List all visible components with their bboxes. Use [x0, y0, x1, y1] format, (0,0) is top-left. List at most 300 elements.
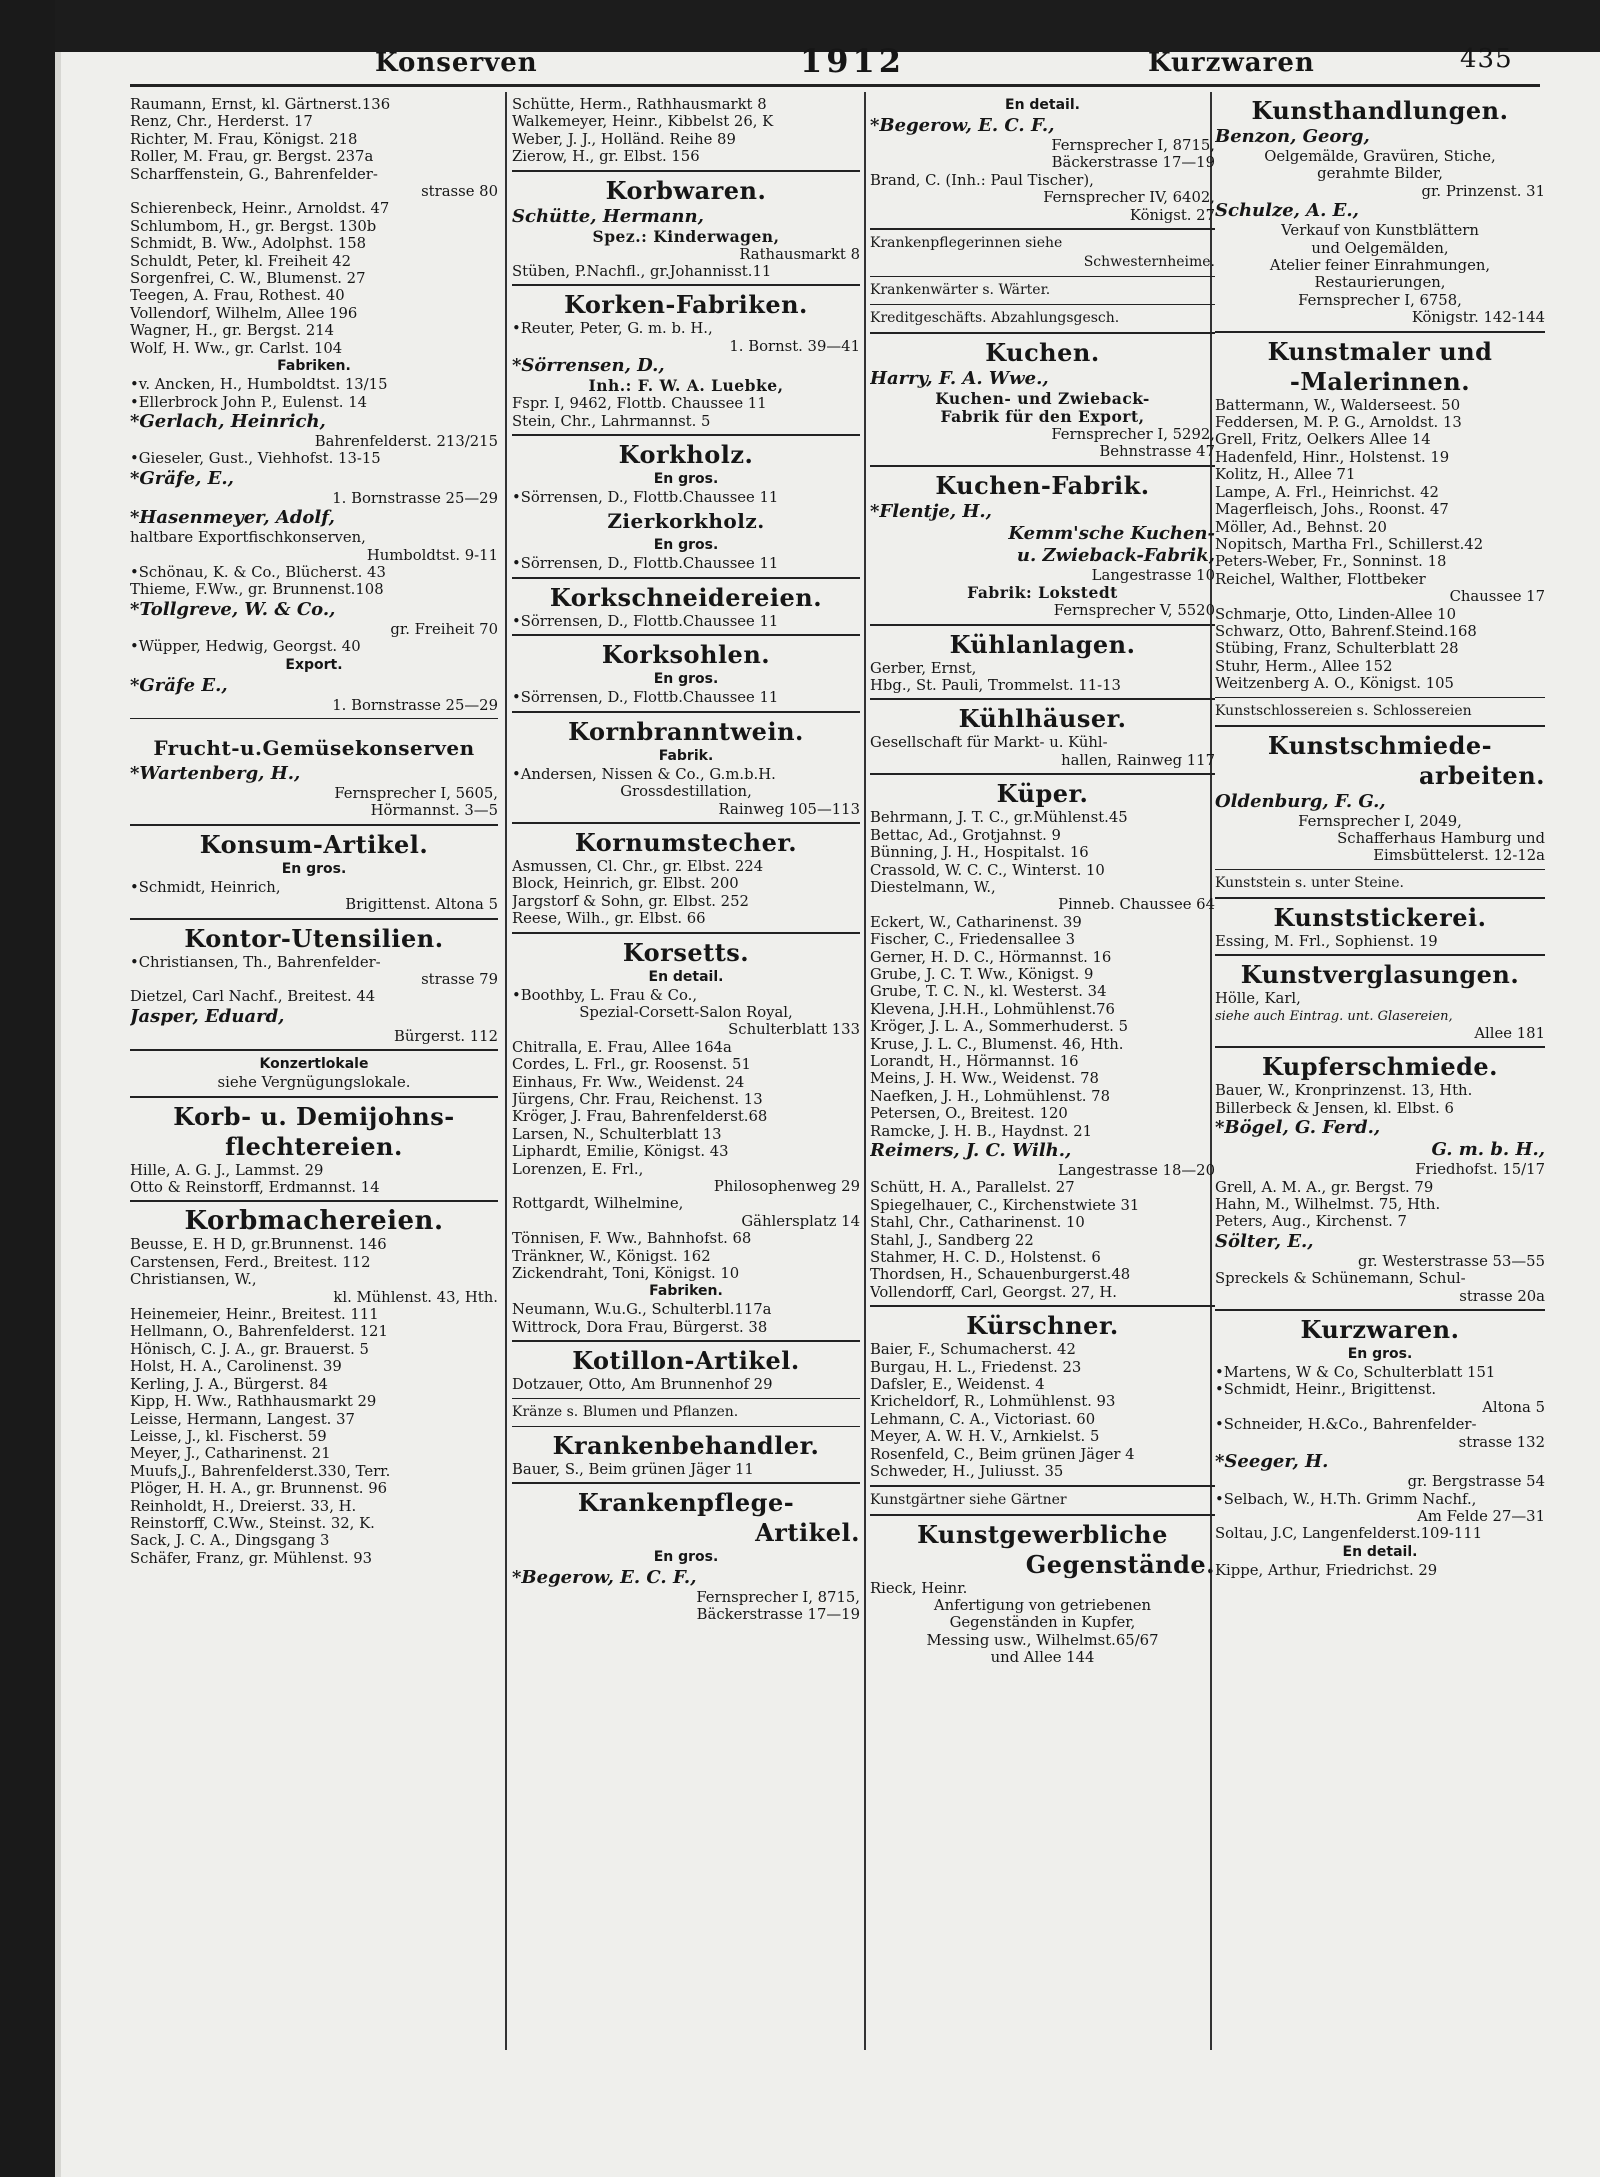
list-item: •Wüpper, Hedwig, Georgst. 40: [130, 638, 361, 656]
list-item: Schütte, Herm., Rathhausmarkt 8: [512, 96, 767, 113]
section-rule: [870, 304, 1215, 305]
section-rule: [130, 718, 498, 719]
list-item: siehe auch Eintrag. unt. Glasereien,: [1215, 1008, 1453, 1024]
cross-reference: Krankenpflegerinnen siehe: [870, 235, 1063, 252]
column-4: [1215, 96, 1545, 2036]
section-title: Gegenstände.: [1025, 1549, 1215, 1579]
list-item: Petersen, O., Breitest. 120: [870, 1105, 1068, 1123]
section-title: Korb- u. Demijohns-: [173, 1101, 455, 1131]
list-item: Tränkner, W., Königst. 162: [512, 1247, 711, 1265]
featured-name: *Begerow, E. C. F.,: [512, 1567, 697, 1589]
list-item: Kröger, J. L. A., Sommerhuderst. 5: [870, 1018, 1128, 1036]
featured-name: *Flentje, H.,: [870, 500, 992, 522]
list-item: Grossdestillation,: [620, 783, 752, 801]
korbmacher-list: [130, 1236, 498, 1567]
section-title: Frucht-u.Gemüsekonserven: [153, 735, 475, 760]
list-item: Plöger, H. H. A., gr. Brunnenst. 96: [130, 1480, 388, 1498]
spacer: [130, 723, 498, 733]
section-title: Kühlanlagen.: [949, 629, 1136, 659]
section-rule: [1215, 1309, 1545, 1311]
featured-owner: Inh.: F. W. A. Luebke,: [588, 376, 784, 396]
list-item: Walkemeyer, Heinr., Kibbelst 26, K: [512, 113, 774, 131]
section-title: Küper.: [996, 779, 1089, 809]
featured-name: *Gerlach, Heinrich,: [130, 410, 326, 432]
list-item: Stein, Chr., Lahrmannst. 5: [512, 412, 711, 430]
column-divider: [505, 92, 507, 2050]
list-item: Hörmannst. 3—5: [370, 802, 498, 820]
list-item: Oelgemälde, Gravüren, Stiche,: [1264, 148, 1496, 165]
list-item: Roller, M. Frau, gr. Bergst. 237a: [130, 148, 374, 166]
list-item: Gerner, H. D. C., Hörmannst. 16: [870, 948, 1112, 966]
list-item: Thordsen, H., Schauenburgerst.48: [870, 1266, 1131, 1284]
list-item: Brand, C. (Inh.: Paul Tischer),: [870, 171, 1094, 189]
cross-reference: Kunstgärtner siehe Gärtner: [870, 1491, 1067, 1508]
running-head-year: 1912: [800, 42, 906, 80]
list-item: Hadenfeld, Hinr., Holstenst. 19: [1215, 448, 1450, 466]
list-item: Nopitsch, Martha Frl., Schillerst.42: [1215, 535, 1484, 553]
subheading: En gros.: [653, 1549, 719, 1566]
section-title: Kürschner.: [966, 1311, 1119, 1341]
section-title: Korbmachereien.: [184, 1206, 444, 1237]
section-title: Kunstverglasungen.: [1240, 960, 1520, 990]
list-item: Wolf, H. Ww., gr. Carlst. 104: [130, 339, 343, 357]
list-item: Spreckels & Schünemann, Schul-: [1215, 1270, 1466, 1288]
list-item: Bünning, J. H., Hospitalst. 16: [870, 844, 1089, 862]
list-item: Meyer, A. W. H. V., Arnkielst. 5: [870, 1428, 1100, 1446]
list-item: Pinneb. Chaussee 64: [1058, 896, 1215, 914]
featured-name: Benzon, Georg,: [1215, 126, 1370, 147]
section-rule: [870, 624, 1215, 626]
section-rule: [512, 434, 860, 436]
section-title: Krankenpflege-: [577, 1488, 795, 1518]
list-item: strasse 80: [421, 183, 498, 201]
list-item: Neumann, W.u.G., Schulterbl.117a: [512, 1301, 772, 1319]
featured-name: *Wartenberg, H.,: [130, 762, 301, 784]
list-item: Leisse, J., kl. Fischerst. 59: [130, 1427, 327, 1445]
cross-reference: Kreditgeschäfts. Abzahlungsgesch.: [870, 310, 1120, 327]
subheading: Fabrik.: [658, 747, 714, 764]
subheading: En gros.: [1347, 1346, 1413, 1363]
section-title: Korksohlen.: [601, 640, 771, 670]
list-item: Cordes, L. Frl., gr. Roosenst. 51: [512, 1056, 751, 1074]
section-rule: [512, 1426, 860, 1427]
featured-name: Oldenburg, F. G.,: [1215, 790, 1386, 812]
list-item: Klevena, J.H.H., Lohmühlenst.76: [870, 1000, 1115, 1018]
list-item: Baier, F., Schumacherst. 42: [870, 1341, 1076, 1359]
section-rule: [1215, 331, 1545, 333]
list-item: Schütt, H. A., Parallelst. 27: [870, 1179, 1075, 1197]
list-item: und Oelgemälden,: [1311, 239, 1449, 257]
section-title: Kunstschmiede-: [1267, 730, 1493, 760]
list-item: Otto & Reinstorff, Erdmannst. 14: [130, 1179, 380, 1197]
list-item: Heinemeier, Heinr., Breitest. 111: [130, 1306, 379, 1324]
cross-reference: Kunststein s. unter Steine.: [1215, 874, 1404, 891]
subheading: En gros.: [281, 860, 347, 877]
list-item: Stüben, P.Nachfl., gr.Johannisst.11: [512, 263, 772, 281]
section-rule: [870, 1305, 1215, 1307]
list-item: Raumann, Ernst, kl. Gärtnerst.136: [130, 96, 391, 113]
list-item: Holst, H. A., Carolinenst. 39: [130, 1358, 342, 1376]
featured-description: Kuchen- und Zwieback-: [935, 389, 1150, 409]
section-title: Kunststickerei.: [1273, 902, 1487, 932]
section-rule: [1215, 869, 1545, 870]
list-item: Chaussee 17: [1449, 588, 1545, 606]
section-rule: [870, 773, 1215, 775]
list-item: strasse 20a: [1459, 1287, 1545, 1305]
list-item: Kricheldorf, R., Lohmühlenst. 93: [870, 1393, 1116, 1411]
list-item: strasse 79: [421, 971, 498, 988]
subheading: En detail.: [648, 968, 724, 985]
list-item: Kruse, J. L. C., Blumenst. 46, Hth.: [870, 1035, 1124, 1053]
featured-name: *Gräfe, E.,: [130, 467, 234, 489]
list-item: •Selbach, W., H.Th. Grimm Nachf.,: [1215, 1490, 1477, 1508]
featured-description: u. Zwieback-Fabrik,: [1016, 544, 1215, 566]
list-item: Naefken, J. H., Lohmühlenst. 78: [870, 1087, 1111, 1105]
kunstmaler-list: [1215, 397, 1545, 693]
list-item: Burgau, H. L., Friedenst. 23: [870, 1358, 1082, 1376]
featured-name: G. m. b. H.,: [1431, 1139, 1545, 1161]
list-item: Zierow, H., gr. Elbst. 156: [512, 148, 700, 166]
list-item: Rathausmarkt 8: [739, 245, 860, 263]
list-item: Thieme, F.Ww., gr. Brunnenst.108: [130, 581, 384, 599]
list-item: Kippe, Arthur, Friedrichst. 29: [1215, 1561, 1438, 1579]
list-item: Fernsprecher I, 5292,: [1051, 426, 1215, 444]
featured-name: *Seeger, H.: [1215, 1451, 1329, 1473]
list-item: Meyer, J., Catharinenst. 21: [130, 1445, 331, 1463]
list-item: Crassold, W. C. C., Winterst. 10: [870, 861, 1105, 879]
list-item: Fernsprecher V, 5520: [1053, 602, 1215, 620]
list-item: Soltau, J.C, Langenfelderst.109-111: [1215, 1525, 1483, 1543]
list-item: Richter, M. Frau, Königst. 218: [130, 130, 358, 148]
list-item: gr. Freiheit 70: [390, 620, 498, 638]
list-item: •Martens, W & Co, Schulterblatt 151: [1215, 1364, 1496, 1382]
section-rule: [130, 824, 498, 826]
running-head-right: Kurzwaren: [1148, 48, 1315, 78]
section-title: Kornbranntwein.: [568, 716, 804, 746]
featured-description: Kemm'sche Kuchen-: [1008, 522, 1215, 544]
list-item: Gesellschaft für Markt- u. Kühl-: [870, 734, 1108, 752]
section-title: Konsum-Artikel.: [199, 829, 429, 859]
list-item: Stahl, J., Sandberg 22: [870, 1231, 1034, 1249]
list-item: Sack, J. C. A., Dingsgang 3: [130, 1532, 330, 1550]
section-title: Kupferschmiede.: [1261, 1052, 1499, 1082]
section-rule: [130, 1096, 498, 1098]
list-item: Carstensen, Ferd., Breitest. 112: [130, 1253, 371, 1271]
list-item: Weber, J. J., Holländ. Reihe 89: [512, 130, 736, 148]
list-item: Langestrasse 10: [1091, 566, 1215, 584]
list-item: Eimsbüttelerst. 12-12a: [1373, 847, 1545, 865]
list-item: Schlumbom, H., gr. Bergst. 130b: [130, 217, 377, 235]
cross-reference: siehe Vergnügungslokale.: [217, 1074, 411, 1092]
list-item: Humboldtst. 9-11: [366, 546, 498, 564]
list-item: Billerbeck & Jensen, kl. Elbst. 6: [1215, 1099, 1454, 1117]
list-item: Spiegelhauer, C., Kirchenstwiete 31: [870, 1196, 1140, 1214]
list-item: •Sörrensen, D., Flottb.Chaussee 11: [512, 689, 779, 707]
list-item: Lampe, A. Frl., Heinrichst. 42: [1215, 483, 1439, 501]
list-item: Spezial-Corsett-Salon Royal,: [579, 1003, 793, 1021]
list-item: Anfertigung von getriebenen: [933, 1596, 1152, 1614]
list-item: Leisse, Hermann, Langest. 37: [130, 1410, 355, 1428]
list-item: Bahrenfelderst. 213/215: [314, 432, 498, 450]
subheading: En detail.: [1005, 97, 1080, 113]
column-3: [870, 96, 1215, 2036]
cross-reference: Kunstschlossereien s. Schlossereien: [1215, 702, 1472, 719]
list-item: Vollendorff, Carl, Georgst. 27, H.: [870, 1283, 1118, 1301]
list-item: Hahn, M., Wilhelmst. 75, Hth.: [1215, 1196, 1441, 1214]
list-item: Behrmann, J. T. C., gr.Mühlenst.45: [870, 809, 1128, 827]
featured-description: Fabrik für den Export,: [940, 407, 1145, 427]
featured-name: Reimers, J. C. Wilh.,: [870, 1140, 1072, 1161]
section-title: Krankenbehandler.: [552, 1430, 820, 1460]
list-item: Muufs,J., Bahrenfelderst.330, Terr.: [130, 1462, 391, 1480]
list-item: Stübing, Franz, Schulterblatt 28: [1215, 640, 1459, 658]
section-rule: [512, 822, 860, 824]
list-item: Schmidt, B. Ww., Adolphst. 158: [130, 235, 367, 253]
running-head-left: Konserven: [375, 48, 538, 78]
list-item: Larsen, N., Schulterblatt 13: [512, 1125, 722, 1143]
list-item: Friedhofst. 15/17: [1415, 1161, 1545, 1179]
list-item: Rottgardt, Wilhelmine,: [512, 1195, 684, 1213]
list-item: 1. Bornst. 39—41: [729, 337, 860, 355]
section-title: Kühlhäuser.: [958, 704, 1127, 734]
list-item: gerahmte Bilder,: [1317, 165, 1443, 183]
list-item: Lorenzen, E. Frl.,: [512, 1160, 644, 1178]
list-item: Bäckerstrasse 17—19: [1051, 154, 1215, 172]
list-item: Hille, A. G. J., Lammst. 29: [130, 1161, 324, 1179]
list-item: Bettac, Ad., Grotjahnst. 9: [870, 826, 1061, 844]
korsetts-list: [512, 987, 860, 1283]
list-item: Gählersplatz 14: [741, 1212, 860, 1230]
list-item: Chitralla, E. Frau, Allee 164a: [512, 1038, 732, 1056]
section-title: Kuchen.: [985, 338, 1100, 368]
list-item: Tönnisen, F. Ww., Bahnhofst. 68: [512, 1230, 752, 1248]
list-item: Stahl, Chr., Catharinenst. 10: [870, 1214, 1085, 1232]
section-rule: [512, 577, 860, 579]
section-rule: [512, 634, 860, 636]
header-rule: [130, 84, 1540, 87]
list-item: •Sörrensen, D., Flottb.Chaussee 11: [512, 612, 779, 630]
list-item: •Schönau, K. & Co., Blücherst. 43: [130, 563, 386, 581]
section-title: Korkholz.: [618, 440, 754, 470]
section-rule: [1215, 954, 1545, 956]
list-item: Fspr. I, 9462, Flottb. Chaussee 11: [512, 395, 767, 413]
list-item: Verkauf von Kunstblättern: [1281, 222, 1479, 240]
list-item: Dotzauer, Otto, Am Brunnenhof 29: [512, 1376, 773, 1394]
section-rule: [512, 1398, 860, 1399]
list-item: •Schneider, H.&Co., Bahrenfelder-: [1215, 1416, 1477, 1434]
section-title: Kunsthandlungen.: [1251, 96, 1509, 125]
list-item: Eckert, W., Catharinenst. 39: [870, 913, 1082, 931]
section-rule: [870, 228, 1215, 230]
list-item: Schmarje, Otto, Linden-Allee 10: [1215, 605, 1457, 623]
section-rule: [1215, 697, 1545, 698]
section-title: -Malerinnen.: [1289, 366, 1471, 396]
list-item: kl. Mühlenst. 43, Hth.: [333, 1288, 498, 1306]
list-item: •Christiansen, Th., Bahrenfelder-: [130, 953, 381, 971]
list-item: Grell, A. M. A., gr. Bergst. 79: [1215, 1178, 1434, 1196]
section-rule: [870, 1485, 1215, 1487]
list-item: Renz, Chr., Herderst. 17: [130, 113, 313, 131]
list-item: Reinstorff, C.Ww., Steinst. 32, K.: [130, 1514, 375, 1532]
list-item: •Sörrensen, D., Flottb.Chaussee 11: [512, 555, 779, 573]
section-title: Korsetts.: [622, 937, 750, 967]
list-item: Reese, Wilh., gr. Elbst. 66: [512, 910, 706, 928]
list-item: Feddersen, M. P. G., Arnoldst. 13: [1215, 414, 1462, 432]
page-number: 435: [1460, 44, 1513, 74]
list-item: Liphardt, Emilie, Königst. 43: [512, 1143, 729, 1161]
list-item: Weitzenberg A. O., Königst. 105: [1215, 675, 1454, 693]
featured-name: Schütte, Hermann,: [512, 205, 704, 227]
section-title: Kotillon-Artikel.: [572, 1346, 800, 1376]
list-item: Schwarz, Otto, Bahrenf.Steind.168: [1215, 622, 1477, 640]
list-item: Vollendorf, Wilhelm, Allee 196: [130, 304, 358, 322]
section-title: flechtereien.: [225, 1131, 403, 1161]
subheading: Export.: [285, 656, 343, 673]
list-item: Königst. 27: [1129, 206, 1215, 224]
list-item: Jargstorf & Sohn, gr. Elbst. 252: [512, 892, 749, 910]
column-divider: [864, 92, 866, 2050]
list-item: Magerfleisch, Johs., Roonst. 47: [1215, 501, 1449, 519]
list-item: Scharffenstein, G., Bahrenfelder-: [130, 165, 378, 183]
section-title: Korkschneidereien.: [549, 582, 823, 612]
section-rule: [512, 1340, 860, 1342]
list-item: Grell, Fritz, Oelkers Allee 14: [1215, 431, 1431, 449]
section-rule: [1215, 1046, 1545, 1048]
list-item: Hbg., St. Pauli, Trommelst. 11-13: [870, 677, 1121, 695]
list-item: Fernsprecher I, 6758,: [1298, 291, 1462, 309]
featured-name: Harry, F. A. Wwe.,: [870, 368, 1049, 390]
subheading: Fabriken.: [277, 358, 351, 375]
list-item: •Boothby, L. Frau & Co.,: [512, 986, 698, 1004]
subheading: En detail.: [1342, 1543, 1418, 1560]
list-item: und Allee 144: [990, 1649, 1095, 1667]
list-item: Rainweg 105—113: [718, 800, 860, 818]
cross-reference: Krankenwärter s. Wärter.: [870, 282, 1051, 299]
subheading: En gros.: [653, 471, 719, 488]
list-item: Schafferhaus Hamburg und: [1337, 829, 1545, 847]
scan-border: [0, 0, 55, 2177]
list-item: Grube, T. C. N., kl. Westerst. 34: [870, 983, 1107, 1001]
list-item: •Reuter, Peter, G. m. b. H.,: [512, 320, 713, 338]
list-item: •Schmidt, Heinr., Brigittenst.: [1215, 1381, 1437, 1399]
section-title: Kuchen-Fabrik.: [935, 470, 1150, 500]
list-item: Schulterblatt 133: [728, 1021, 860, 1039]
list-item: Hellmann, O., Bahrenfelderst. 121: [130, 1323, 388, 1341]
list-item: gr. Prinzenst. 31: [1421, 182, 1545, 200]
list-item: Schweder, H., Juliusst. 35: [870, 1463, 1064, 1481]
list-item: Wittrock, Dora Frau, Bürgerst. 38: [512, 1318, 768, 1336]
section-rule: [130, 1049, 498, 1051]
list-item: Battermann, W., Walderseest. 50: [1215, 396, 1461, 414]
list-item: Kipp, H. Ww., Rathhausmarkt 29: [130, 1393, 377, 1411]
list-item: Rosenfeld, C., Beim grünen Jäger 4: [870, 1445, 1135, 1463]
list-item: Kolitz, H., Allee 71: [1215, 466, 1356, 484]
list-item: Fernsprecher I, 8715,: [696, 1589, 860, 1607]
subheading: Konzertlokale: [259, 1056, 369, 1073]
featured-name: *Tollgreve, W. & Co.,: [130, 598, 336, 620]
list-item: Bauer, W., Kronprinzenst. 13, Hth.: [1215, 1082, 1473, 1100]
section-rule: [512, 711, 860, 713]
list-item: Grube, J. C. T. Ww., Königst. 9: [870, 965, 1094, 983]
featured-name: Jasper, Eduard,: [130, 1005, 285, 1027]
list-item: Reinholdt, H., Dreierst. 33, H.: [130, 1497, 357, 1515]
section-title: Kunstmaler und: [1267, 336, 1493, 366]
section-rule: [512, 170, 860, 172]
konserven-list: [130, 96, 498, 357]
list-item: Beusse, E. H D, gr.Brunnenst. 146: [130, 1236, 387, 1254]
list-item: Fernsprecher I, 5605,: [334, 784, 498, 802]
section-rule: [870, 332, 1215, 334]
list-item: Altona 5: [1482, 1398, 1545, 1416]
list-item: Stuhr, Herm., Allee 152: [1215, 657, 1393, 675]
page-fold: [55, 52, 61, 2177]
list-item: •Ellerbrock John P., Eulenst. 14: [130, 393, 368, 411]
list-item: Diestelmann, W.,: [870, 878, 996, 896]
subheading: En gros.: [653, 537, 719, 554]
list-item: hallen, Rainweg 117: [1061, 751, 1215, 769]
list-item: Gerber, Ernst,: [870, 659, 977, 677]
list-item: Peters, Aug., Kirchenst. 7: [1215, 1213, 1407, 1231]
list-item: gr. Westerstrasse 53—55: [1358, 1252, 1545, 1270]
list-item: Fischer, C., Friedensallee 3: [870, 931, 1076, 949]
list-item: Königstr. 142-144: [1411, 309, 1545, 327]
section-title: Korbwaren.: [605, 175, 767, 205]
list-item: Block, Heinrich, gr. Elbst. 200: [512, 875, 739, 893]
section-rule: [512, 1482, 860, 1484]
list-item: Einhaus, Fr. Ww., Weidenst. 24: [512, 1073, 745, 1091]
section-title: Korken-Fabriken.: [564, 290, 808, 320]
list-item: Lorandt, H., Hörmannst. 16: [870, 1052, 1079, 1070]
list-item: Gegenständen in Kupfer,: [949, 1614, 1136, 1632]
section-rule: [870, 698, 1215, 700]
kueper-list: [870, 809, 1215, 1140]
list-item: Essing, M. Frl., Sophienst. 19: [1215, 932, 1438, 950]
list-item: Bürgerst. 112: [394, 1027, 498, 1045]
list-item: 1. Bornstrasse 25—29: [332, 696, 498, 714]
featured-name: *Hasenmeyer, Adolf,: [130, 507, 335, 529]
featured-name: Sölter, E.,: [1215, 1230, 1314, 1252]
list-item: Christiansen, W.,: [130, 1271, 257, 1289]
list-item: Asmussen, Cl. Chr., gr. Elbst. 224: [512, 857, 764, 875]
list-item: Messing usw., Wilhelmst.65/67: [926, 1631, 1159, 1649]
list-item: Kerling, J. A., Bürgerst. 84: [130, 1375, 328, 1393]
list-item: •Andersen, Nissen & Co., G.m.b.H.: [512, 765, 776, 783]
list-item: Philosophenweg 29: [713, 1178, 860, 1195]
subheading: En gros.: [653, 671, 719, 688]
list-item: Jürgens, Chr. Frau, Reichenst. 13: [512, 1090, 763, 1108]
list-item: Sorgenfrei, C. W., Blumenst. 27: [130, 270, 366, 288]
section-title: Zierkorkholz.: [607, 509, 765, 534]
list-item: Möller, Ad., Behnst. 20: [1215, 518, 1387, 536]
section-title: Kornumstecher.: [574, 827, 798, 857]
section-rule: [1215, 725, 1545, 727]
list-item: haltbare Exportfischkonserven,: [130, 529, 366, 547]
list-item: Schäfer, Franz, gr. Mühlenst. 93: [130, 1549, 373, 1567]
section-title: Kunstgewerbliche: [917, 1519, 1168, 1549]
list-item: Langestrasse 18—20: [1058, 1162, 1215, 1179]
section-title: Kontor-Utensilien.: [184, 923, 444, 953]
cross-reference: Kränze s. Blumen und Pflanzen.: [512, 1403, 739, 1420]
list-item: Zickendraht, Toni, Königst. 10: [512, 1265, 740, 1283]
section-rule: [870, 465, 1215, 467]
featured-name: *Bögel, G. Ferd.,: [1215, 1117, 1381, 1139]
section-rule: [512, 932, 860, 934]
featured-name: *Gräfe E.,: [130, 674, 228, 696]
list-item: Bäckerstrasse 17—19: [696, 1606, 860, 1624]
list-item: Schierenbeck, Heinr., Arnoldst. 47: [130, 200, 390, 218]
featured-description: Fabrik: Lokstedt: [967, 583, 1118, 603]
featured-name: *Begerow, E. C. F.,: [870, 115, 1055, 136]
